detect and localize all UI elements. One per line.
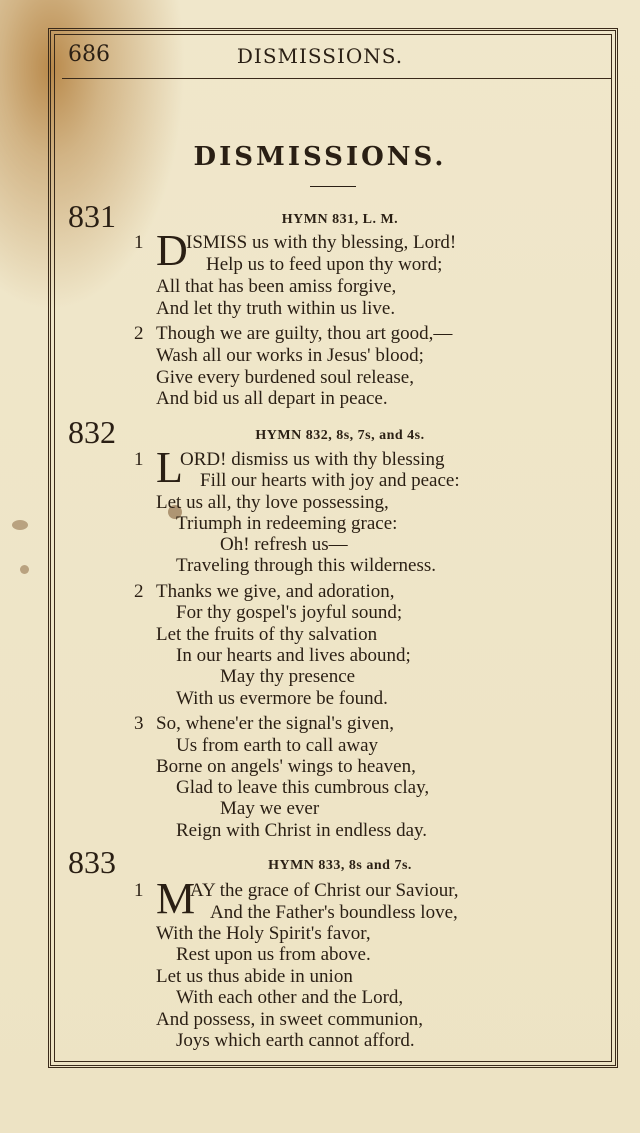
ink-stain <box>12 520 28 530</box>
verse-line: Joys which earth cannot afford. <box>176 1030 415 1051</box>
verse-line: Let us thus abide in union <box>156 966 353 987</box>
verse-number: 1 <box>134 449 144 470</box>
verse-line: With the Holy Spirit's favor, <box>156 923 371 944</box>
verse-line: Give every burdened soul release, <box>156 367 414 388</box>
verse-line: Thanks we give, and adoration, <box>156 581 395 602</box>
verse-line: And let thy truth within us live. <box>156 298 396 319</box>
verse-line: Help us to feed upon thy word; <box>206 254 443 275</box>
hymn-number: 833 <box>68 844 116 880</box>
drop-cap: L <box>156 443 183 492</box>
verse-line: With us evermore be found. <box>176 688 388 709</box>
verse-line: And bid us all depart in peace. <box>156 388 388 409</box>
verse-number: 2 <box>134 581 144 602</box>
verse-number: 1 <box>134 880 144 901</box>
verse-line: Reign with Christ in endless day. <box>176 820 428 841</box>
verse-line: With each other and the Lord, <box>176 987 404 1008</box>
header-rule <box>62 78 612 79</box>
hymn-number: 832 <box>68 414 116 450</box>
verse-line: Rest upon us from above. <box>176 944 371 965</box>
verse-line: Let the fruits of thy salvation <box>156 624 378 645</box>
verse-line: Us from earth to call away <box>176 735 379 756</box>
verse-line: All that has been amiss forgive, <box>156 276 397 297</box>
verse-line: And possess, in sweet communion, <box>156 1009 424 1030</box>
verse-line: Borne on angels' wings to heaven, <box>156 756 416 777</box>
verse-line: ISMISS us with thy blessing, Lord! <box>186 232 457 253</box>
section-title: DISMISSIONS. <box>193 142 447 172</box>
verse-line: AY the grace of Christ our Saviour, <box>190 880 459 901</box>
verse-line: Glad to leave this cumbrous clay, <box>176 777 430 798</box>
verse-line: Though we are guilty, thou art good,— <box>156 323 453 344</box>
hymn-heading: HYMN 833, 8s and 7s. <box>268 858 412 873</box>
verse-line: Wash all our works in Jesus' blood; <box>156 345 424 366</box>
verse-number: 3 <box>134 713 144 734</box>
drop-cap: M <box>156 874 196 923</box>
verse-line: May we ever <box>220 798 320 819</box>
verse-line: And the Father's boundless love, <box>210 902 458 923</box>
verse-number: 2 <box>134 323 144 344</box>
verse-line: So, whene'er the signal's given, <box>156 713 394 734</box>
verse-line: Let us all, thy love possessing, <box>156 492 389 513</box>
hymn-heading: HYMN 831, L. M. <box>281 212 399 227</box>
hymn-number: 831 <box>68 198 116 234</box>
hymn-heading: HYMN 832, 8s, 7s, and 4s. <box>255 428 425 443</box>
verse-line: In our hearts and lives abound; <box>176 645 411 666</box>
drop-cap: D <box>156 226 188 275</box>
verse-line: ORD! dismiss us with thy blessing <box>180 449 445 470</box>
ink-stain <box>20 565 29 574</box>
verse-line: Triumph in redeeming grace: <box>176 513 398 534</box>
verse-line: Traveling through this wilderness. <box>176 555 437 576</box>
running-head: DISMISSIONS. <box>236 44 404 68</box>
verse-number: 1 <box>134 232 144 253</box>
title-rule <box>310 186 356 187</box>
verse-line: Fill our hearts with joy and peace: <box>200 470 460 491</box>
verse-line: May thy presence <box>220 666 356 687</box>
verse-line: Oh! refresh us— <box>220 534 348 555</box>
verse-line: For thy gospel's joyful sound; <box>176 602 403 623</box>
page-number: 686 <box>68 42 110 67</box>
